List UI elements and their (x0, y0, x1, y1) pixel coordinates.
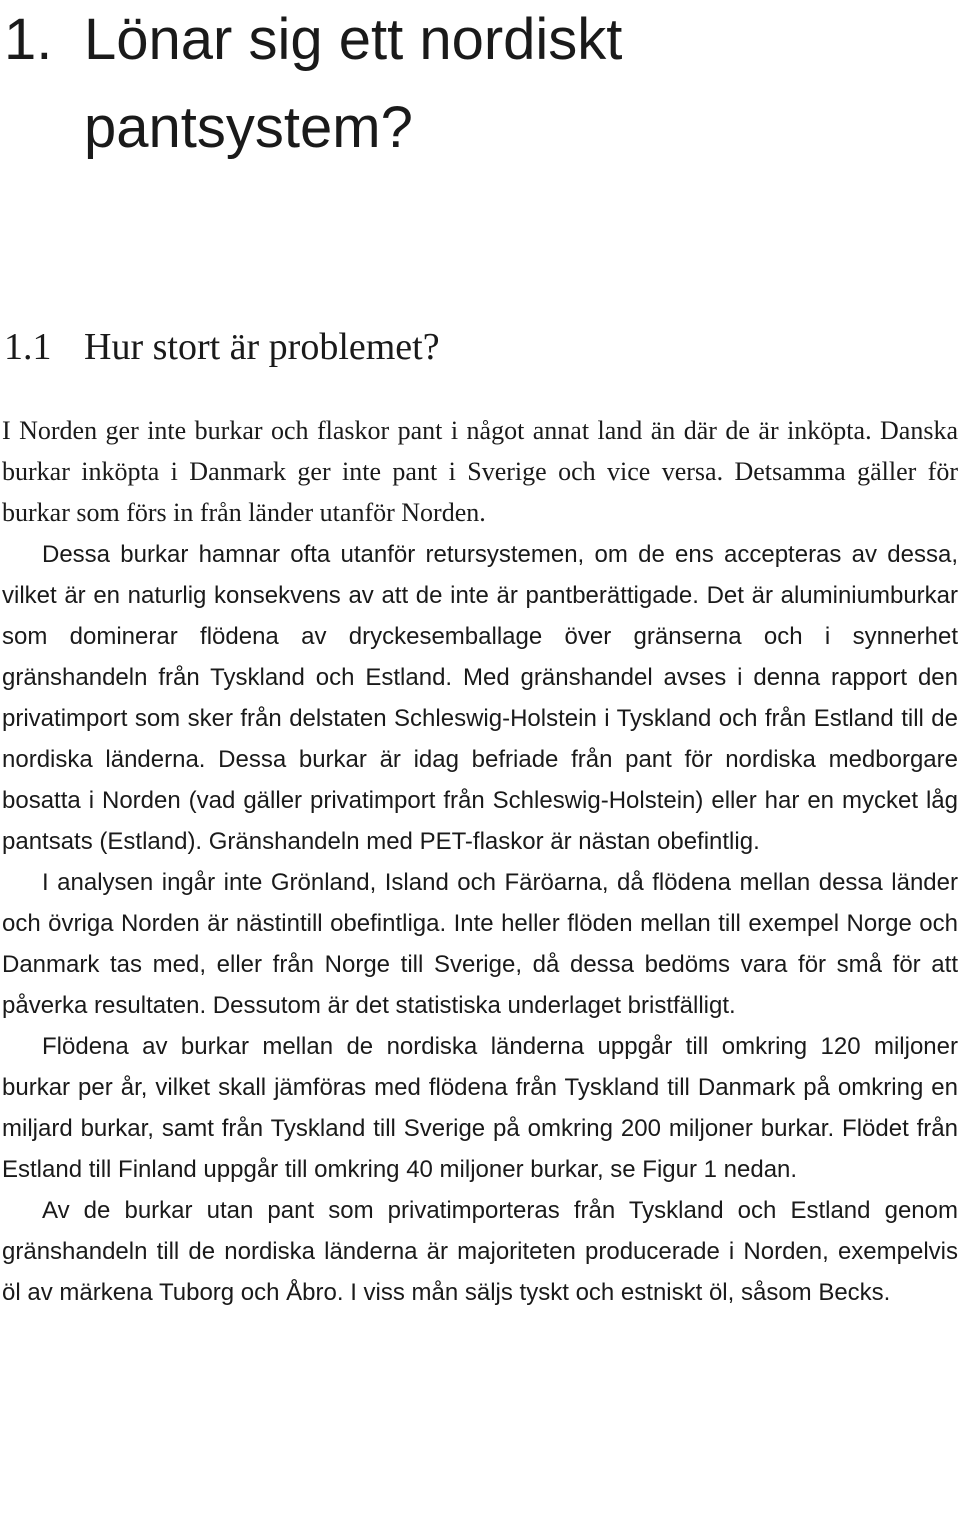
chapter-title: Lönar sig ett nordiskt pantsystem? (84, 7, 623, 160)
chapter-heading (4, 0, 904, 172)
paragraph-1: I Norden ger inte burkar och flaskor pant i något annat land än där de är inköpta. Danska burkar inköpta i Danmark ger inte pant i Sverige och vice versa. Detsamma gäller för burkar som förs in från länder utanför Norden. (2, 416, 958, 527)
intro-text (2, 410, 958, 533)
section-number: 1.1 (4, 326, 52, 368)
paragraph-5: Av de burkar utan pant som privatimporteras från Tyskland och Estland genom gränshandeln till de nordiska länderna är majoriteten producerade i Norden, exempelvis öl av märkena Tuborg och Åbro. I viss mån säljs tyskt och estniskt öl, såsom Becks. (2, 1197, 958, 1306)
paragraph-4: Flödena av burkar mellan de nordiska länderna uppgår till omkring 120 miljoner burkar per år, vilket skall jämföras med flödena från Tyskland till Danmark på omkring en miljard burkar, samt från Tyskland till Sverige på omkring 200 miljoner burkar. Flödet från Estland till Finland uppgår till omkring 40 miljoner burkar, se Figur 1 nedan. (2, 1033, 958, 1183)
body-text (2, 534, 958, 1313)
chapter-number: 1. (4, 7, 53, 72)
paragraph-3: I analysen ingår inte Grönland, Island och Färöarna, då flödena mellan dessa länder och övriga Norden är nästintill obefintliga. Inte heller flöden mellan till exempel Norge och Danmark tas med, eller från Norge till Sverige, då dessa bedöms vara för små för att påverka resultaten. Dessutom är det statistiska underlaget bristfälligt. (2, 869, 958, 1019)
section-title: Hur stort är problemet? (84, 326, 440, 368)
section-heading (4, 322, 904, 372)
paragraph-2: Dessa burkar hamnar ofta utanför retursystemen, om de ens accepteras av dessa, vilket är en naturlig konsekvens av att de inte är pantberättigade. Det är aluminiumburkar som dominerar flödena av dryckesemballage över gränserna och i synnerhet gränshandeln från Tyskland och Estland. Med gränshandel avses i denna rapport den privatimport som sker från delstaten Schleswig-Holstein i Tyskland och från Estland till de nordiska länderna. Dessa burkar är idag befriade från pant för nordiska medborgare bosatta i Norden (vad gäller privatimport från Schleswig-Holstein) eller har en mycket låg pantsats (Estland). Gränshandeln med PET-flaskor är nästan obefintlig. (2, 541, 958, 855)
